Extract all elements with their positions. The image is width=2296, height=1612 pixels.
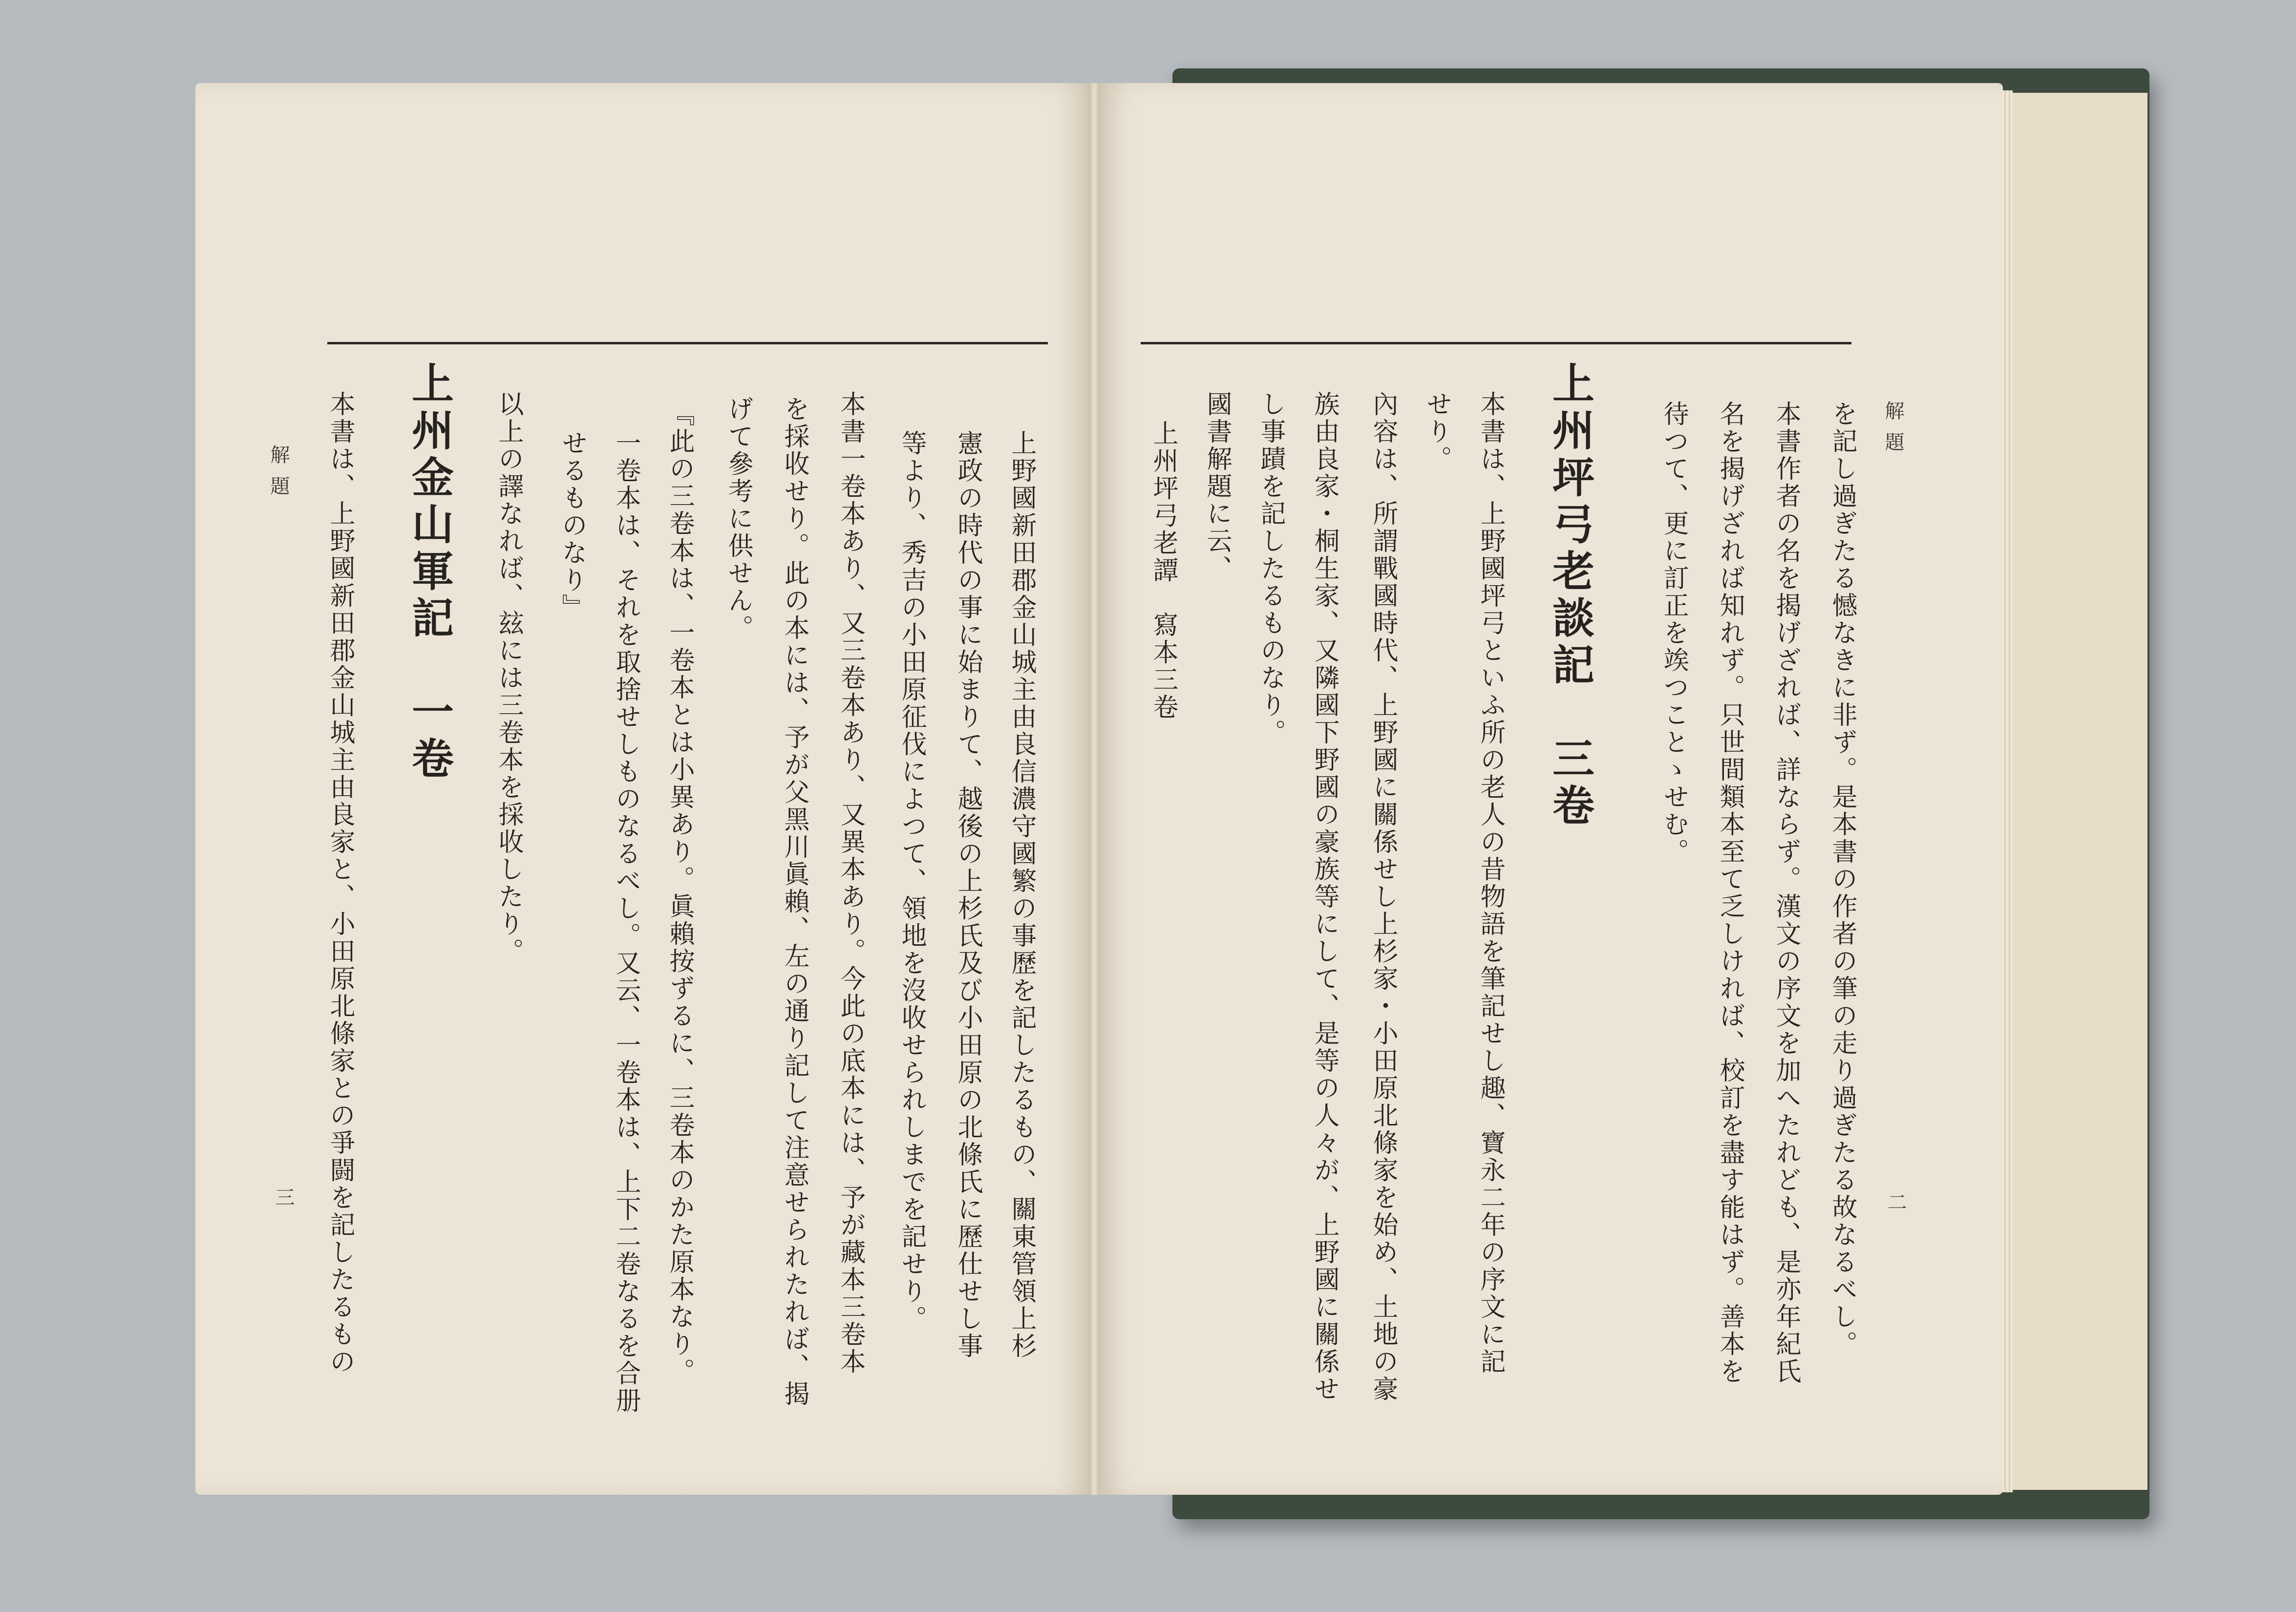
text-column: 憲政の時代の事に始まりて、越後の上杉氏及び小田原の北條氏に歷仕せし事 bbox=[953, 430, 982, 1360]
text-column: し事蹟を記したるものなり。 bbox=[1256, 391, 1285, 746]
text-column: を採收せり。此の本には、予が父黑川眞賴、左の通り記して注意せられたれば、揭 bbox=[780, 396, 809, 1408]
left-page-header-rule bbox=[327, 342, 1048, 344]
text-column: 待つて、更に訂正を竢つことゝせむ。 bbox=[1659, 401, 1688, 866]
text-column: 本書は、上野國新田郡金山城主由良家と、小田原北條家との爭闘を記したるもの bbox=[325, 391, 355, 1376]
right-page-header-rule bbox=[1141, 342, 1851, 344]
book-gutter bbox=[1088, 83, 1100, 1495]
text-column: を記し過ぎたる憾なきに非ず。是本書の作者の筆の走り過ぎたる故なるべし。 bbox=[1828, 401, 1857, 1358]
text-column: 以上の譯なれば、玆には三卷本を採收したり。 bbox=[494, 391, 523, 965]
text-column: 族由良家・桐生家、又隣國下野國の豪族等にして、是等の人々が、上野國に關係せ bbox=[1310, 391, 1339, 1403]
text-column: 『此の三卷本は、一卷本とは小異あり。眞賴按ずるに、三卷本のかた原本なり。 bbox=[665, 401, 694, 1385]
text-column: 本書一卷本あり、又三卷本あり、又異本あり。今此の底本には、予が藏本三卷本 bbox=[836, 391, 865, 1376]
text-column: 一卷本は、それを取捨せしものなるべし。又云、一卷本は、上下二卷なるを合册 bbox=[611, 430, 640, 1415]
book-endpaper bbox=[1998, 93, 2147, 1490]
right-running-head: 解題 bbox=[1882, 401, 1904, 463]
text-column: 本書作者の名を揭げざれば、詳ならず。漢文の序文を加へたれども、是亦年紀氏 bbox=[1771, 401, 1801, 1385]
text-column: 國書解題に云、 bbox=[1202, 391, 1232, 582]
text-column: げて參考に供せん。 bbox=[723, 396, 753, 642]
section-title: 上州金山軍記 一卷 bbox=[404, 361, 454, 784]
text-column: せるものなり』 bbox=[557, 430, 587, 621]
text-column: 上州坪弓老譚 寫本三卷 bbox=[1148, 420, 1178, 721]
text-column: 名を揭げざれば知れず。只世間類本至て乏しければ、校訂を盡す能はず。善本を bbox=[1715, 401, 1744, 1385]
left-page-number: 三 bbox=[272, 1187, 295, 1207]
section-title: 上州坪弓老談記 三卷 bbox=[1545, 361, 1594, 830]
text-column: 本書は、上野國坪弓といふ所の老人の昔物語を筆記せし趣、寶永二年の序文に記 bbox=[1476, 391, 1505, 1376]
text-column: 內容は、所謂戰國時代、上野國に關係せし上杉家・小田原北條家を始め、土地の豪 bbox=[1368, 391, 1398, 1403]
text-column: 上野國新田郡金山城主由良信濃守國繁の事歷を記したるもの、關東管領上杉 bbox=[1007, 430, 1036, 1360]
left-running-head: 解題 bbox=[267, 445, 290, 507]
right-page-number: 二 bbox=[1884, 1192, 1907, 1211]
text-column: せり。 bbox=[1422, 391, 1451, 473]
text-column: 等より、秀吉の小田原征伐によつて、領地を沒收せられしまでを記せり。 bbox=[897, 430, 926, 1333]
